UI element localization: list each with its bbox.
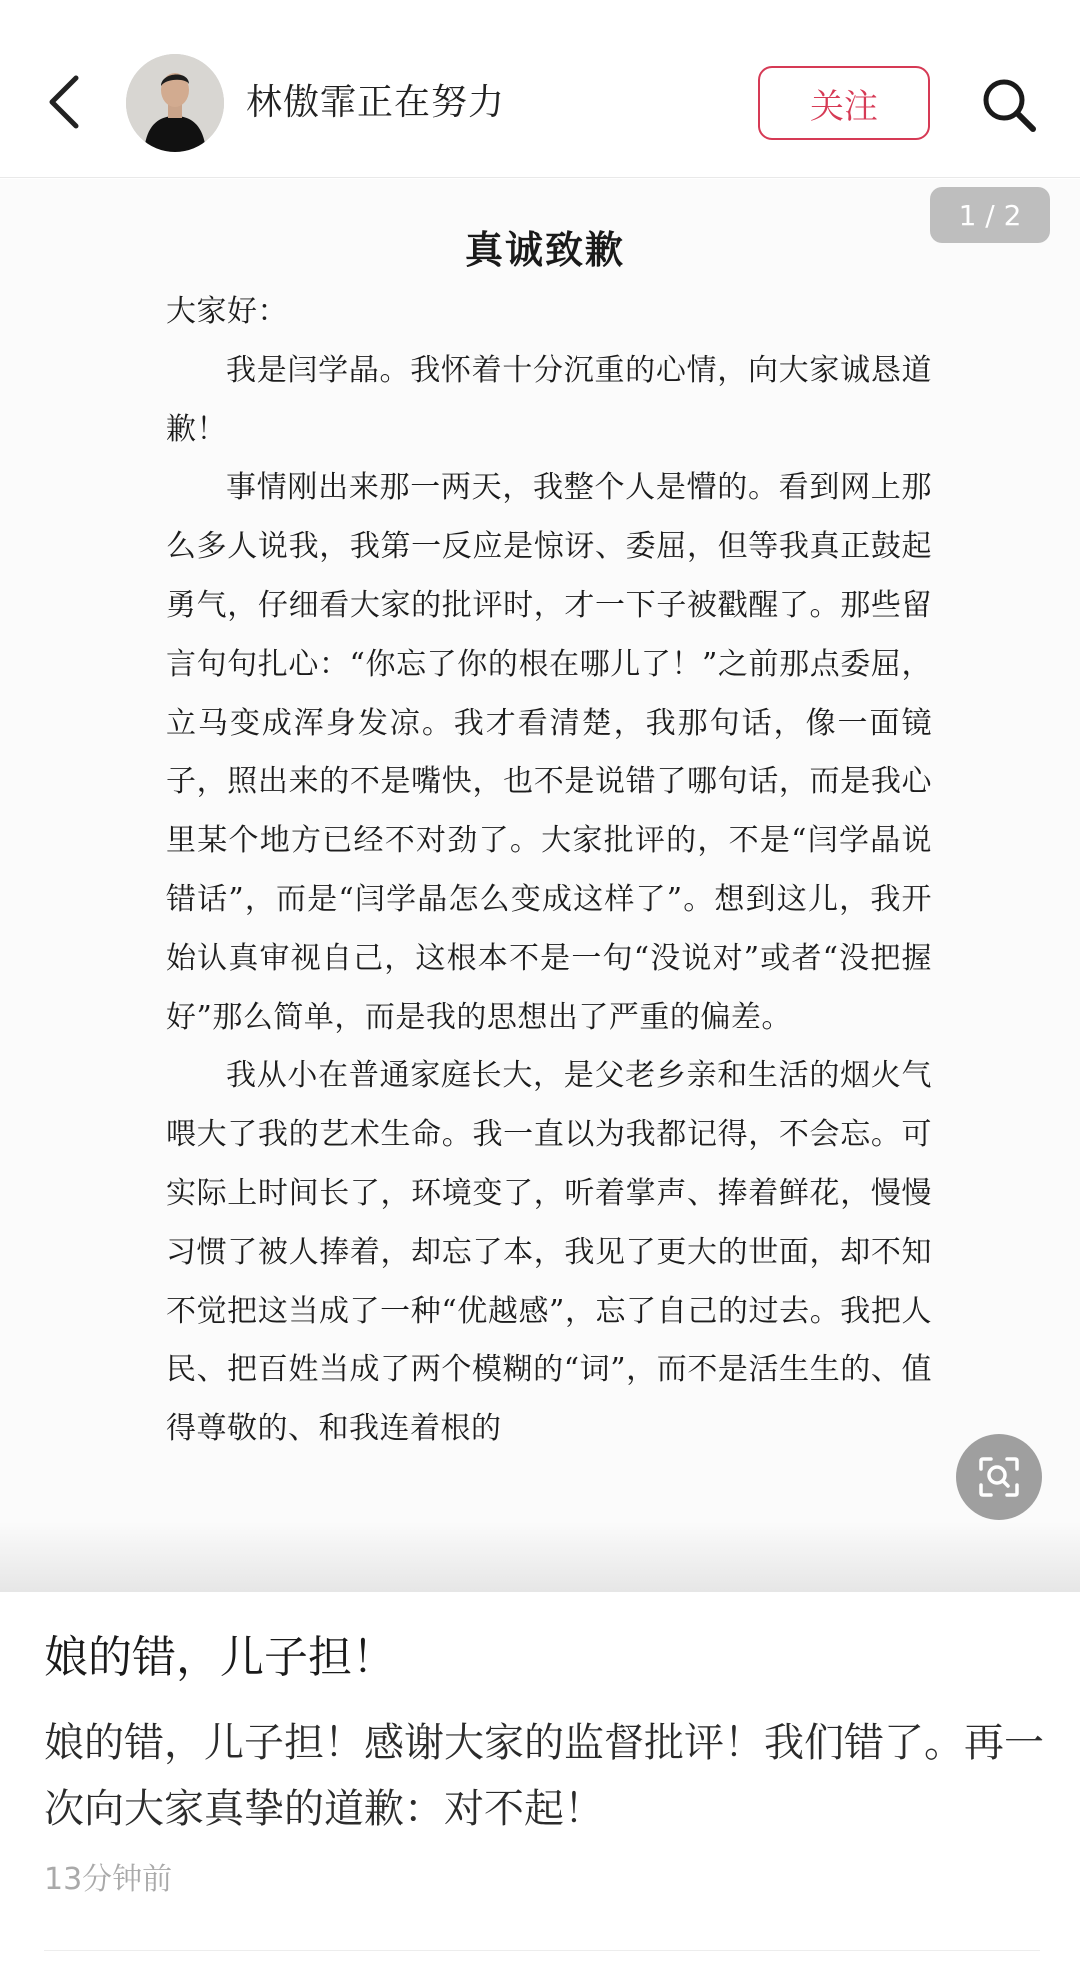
image-search-button[interactable] [956,1434,1042,1520]
search-button[interactable] [978,74,1040,136]
avatar[interactable] [126,54,224,152]
letter-body [166,283,932,1459]
back-button[interactable] [42,72,86,132]
page-indicator: 1 / 2 [930,187,1050,243]
letter-paragraph: 我是闫学晶。我怀着十分沉重的心情，向大家诚恳道歉！ [166,352,932,447]
image-bottom-shade [0,1522,1080,1592]
search-icon [978,74,1040,136]
username[interactable]: 林傲霏正在努力 [246,82,506,123]
letter-paragraph: 事情刚出来那一两天，我整个人是懵的。看到网上那么多人说我，我第一反应是惊讶、委屈，但等我真正鼓起勇气，仔细看大家的批评时，才一下子被戳醒了。那些留言句句扎心：“你忘了你的根在哪儿了！”之前那点委屈，立马变成浑身发凉。我才看清楚，我那句话，像一面镜子，照出来的不是嘴快，也不是说错了哪句话，而是我心里某个地方已经不对劲了。大家批评的，不是“闫学晶说错话”，而是“闫学晶怎么变成这样了”。想到这儿，我开始认真审视自己，这根本不是一句“没说对”或者“没把握好”那么简单，而是我的思想出了严重的偏差。 [166,470,932,1035]
follow-button[interactable]: 关注 [758,66,930,140]
post-content [0,1592,1080,1976]
letter-title: 真诚致歉 [464,227,625,272]
letter-paragraph: 我从小在普通家庭长大，是父老乡亲和生活的烟火气喂大了我的艺术生命。我一直以为我都记得，不会忘。可实际上时间长了，环境变了，听着掌声、捧着鲜花，慢慢习惯了被人捧着，却忘了本，我见了更大的世面，却不知不觉把这当成了一种“优越感”，忘了自己的过去。我把人民、把百姓当成了两个模糊的“词”，而不是活生生的、值得尊敬的、和我连着根的 [166,1058,932,1447]
post-body: 娘的错，儿子担！感谢大家的监督批评！我们错了。再一次向大家真挚的道歉：对不起！ [44,1720,1044,1832]
post-image[interactable] [0,179,1080,1592]
top-bar [0,0,1080,178]
avatar-image [126,54,224,152]
letter-greeting: 大家好： [166,294,288,329]
image-search-icon [977,1455,1021,1499]
post-title: 娘的错，儿子担！ [44,1632,396,1683]
divider [44,1950,1040,1951]
post-timestamp: 13分钟前 [44,1862,173,1897]
chevron-left-icon [42,72,86,132]
